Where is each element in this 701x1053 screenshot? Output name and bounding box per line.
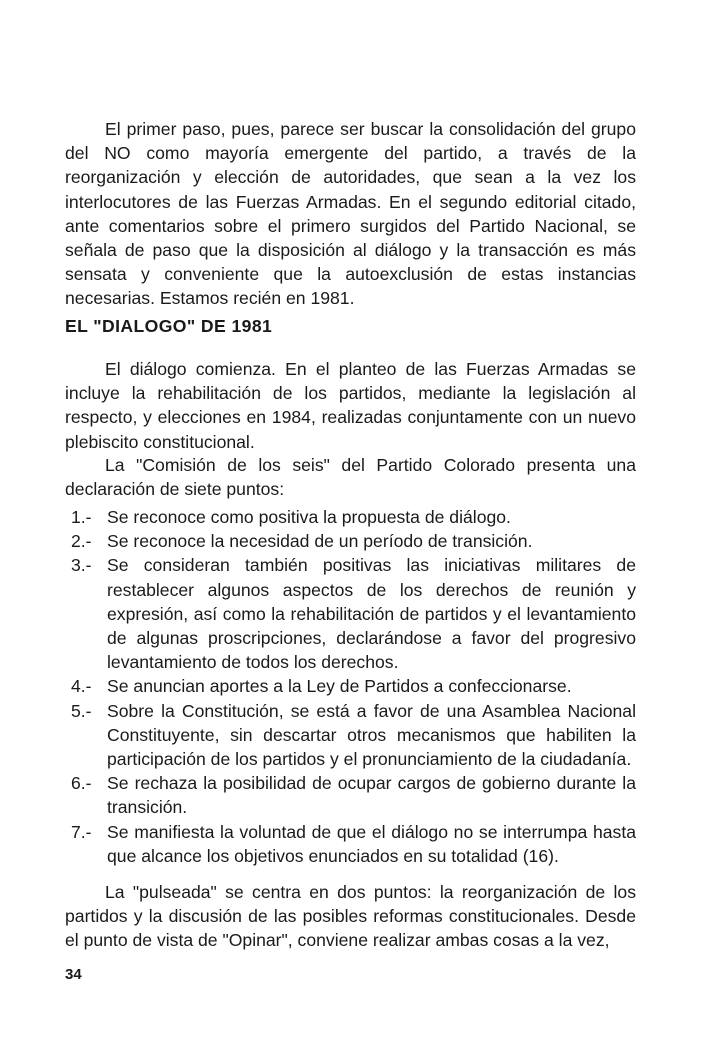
list-number: 7.- — [71, 821, 92, 842]
list-item — [65, 529, 636, 553]
list-number: 1.- — [71, 507, 92, 527]
list-number: 5.- — [71, 700, 92, 721]
list-number: 3.- — [71, 555, 92, 576]
section-heading: EL "DIALOGO" DE 1981 — [65, 316, 273, 336]
list-text: Se anuncian aportes a la Ley de Partidos a confeccionarse. — [107, 676, 572, 697]
list-text: Se rechaza la posibilidad de ocupar cargos de gobierno durante la transición. — [107, 773, 636, 818]
list-number: 2.- — [71, 531, 92, 552]
list-item — [65, 674, 636, 698]
list-number: 6.- — [71, 773, 92, 794]
paragraph-dialogue: El diálogo comienza. En el planteo de las Fuerzas Armadas se incluye la rehabilitación de los partidos, mediante la legislación al respecto, y elecciones en 1984, realizadas conjuntamente con un nuevo plebiscito constitucional. — [65, 359, 636, 452]
list-item — [65, 699, 636, 772]
list-item — [65, 771, 636, 819]
paragraph-pulseada: La "pulseada" se centra en dos puntos: la reorganización de los partidos y la discusión de las posibles reformas constitucionales. Desde el punto de vista de "Opinar", conviene realizar ambas cosas a la vez, — [65, 882, 636, 951]
page-number: 34 — [65, 966, 82, 983]
list-item — [65, 553, 636, 674]
list-text: Se reconoce como positiva la propuesta de diálogo. — [107, 507, 511, 527]
points-list — [65, 505, 636, 868]
list-item — [65, 505, 636, 529]
paragraph-intro: El primer paso, pues, parece ser buscar la consolidación del grupo del NO como mayoría emergente del partido, a través de la reorganización y elección de autoridades, que sean a la vez los interlocutores de las Fuerzas Armadas. En el segundo editorial citado, ante comentarios sobre el primero surgidos del Partido Nacional, se señala de paso que la disposición al diálogo y la transacción es más sensata y conveniente que la autoexclusión de estas instancias necesarias. Estamos recién en 1981. — [65, 119, 636, 309]
list-text: Se manifiesta la voluntad de que el diálogo no se interrumpa hasta que alcance los objetivos enunciados en su totalidad (16). — [107, 821, 636, 866]
list-number: 4.- — [71, 676, 92, 697]
list-text: Se consideran también positivas las iniciativas militares de restablecer algunos aspectos de los derechos de reunión y expresión, así como la rehabilitación de partidos y el levantamiento de algunas proscripciones, declarándose a favor del progresivo levantamiento de todos los derechos. — [107, 555, 636, 673]
list-text: Sobre la Constitución, se está a favor de una Asamblea Nacional Constituyente, sin descartar otros mecanismos que habiliten la participación de los partidos y el pronunciamiento de la ciudadanía. — [107, 700, 636, 770]
list-text: Se reconoce la necesidad de un período de transición. — [107, 531, 533, 552]
paragraph-commission: La "Comisión de los seis" del Partido Colorado presenta una declaración de siete puntos: — [65, 455, 636, 500]
list-item — [65, 820, 636, 868]
